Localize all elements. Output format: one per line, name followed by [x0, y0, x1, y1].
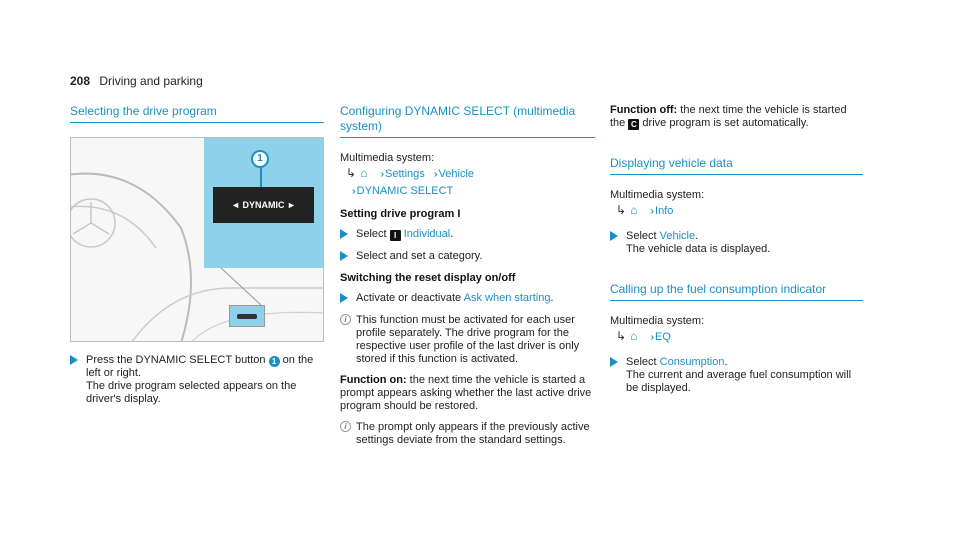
step-press-button	[70, 354, 324, 406]
step-activate	[340, 292, 595, 305]
step-text: Activate or deactivate	[356, 292, 462, 304]
comfort-badge-icon: C	[628, 119, 639, 130]
path-vehicle: Vehicle	[438, 168, 475, 180]
function-off-text: the next time the vehicle is started the	[610, 104, 847, 129]
section-title-fuel-consumption: Calling up the fuel consumption indicator	[610, 282, 863, 301]
step-text-end: .	[695, 230, 699, 242]
multimedia-label: Multimedia system:	[340, 152, 435, 164]
double-chevron-icon: ››	[650, 206, 652, 217]
step-result: The vehicle data is displayed.	[626, 243, 771, 255]
individual-badge-icon: I	[390, 230, 401, 241]
step-text-cont: on the left or right.	[86, 354, 314, 379]
section-title-drive-program: Selecting the drive program	[70, 104, 324, 123]
function-on-text: the next time the vehicle is started a prompt appears asking whether the last active drive program should be restored.	[340, 374, 592, 412]
ask-when-starting-link: Ask when starting	[463, 292, 551, 304]
step-select-vehicle	[610, 230, 863, 256]
step-triangle-icon	[610, 231, 618, 241]
info-icon: i	[340, 421, 351, 432]
function-off-paragraph	[610, 104, 863, 130]
step-text: Select	[626, 356, 657, 368]
note-prompt	[340, 421, 595, 447]
home-icon: ⌂	[630, 203, 638, 217]
chapter-title: Driving and parking	[99, 74, 203, 88]
menu-path-arrow-icon: ↳	[346, 166, 357, 180]
double-chevron-icon: ››	[352, 186, 353, 197]
callout-number-icon: 1	[269, 356, 280, 367]
note-text: This function must be activated for each user profile separately. The drive program for the respective user profile of the last driver is only stored if this function is activated.	[356, 314, 580, 365]
step-triangle-icon	[610, 357, 618, 367]
function-off-text-cont: drive program is set automatically.	[642, 117, 809, 129]
function-off-label: Function off:	[610, 104, 678, 116]
menu-path-arrow-icon: ↳	[616, 203, 627, 217]
home-icon: ⌂	[630, 329, 638, 343]
path-dynamic-select: DYNAMIC SELECT	[356, 185, 454, 197]
step-text-end: .	[724, 356, 728, 368]
info-icon: i	[340, 314, 351, 325]
page-number: 208	[70, 74, 91, 88]
step-select-category	[340, 250, 595, 263]
step-select-individual	[340, 228, 595, 241]
note-activation	[340, 314, 595, 366]
menu-path	[610, 328, 863, 346]
column-2	[340, 104, 595, 455]
step-text: Select and set a category.	[356, 250, 483, 262]
double-chevron-icon: ››	[650, 332, 652, 343]
function-on-paragraph	[340, 374, 595, 413]
column-1	[70, 104, 324, 415]
path-eq: EQ	[655, 331, 671, 343]
column-3	[610, 104, 863, 404]
dynamic-select-figure	[70, 137, 324, 342]
consumption-link: Consumption	[659, 356, 725, 368]
section-title-configuring: Configuring DYNAMIC SELECT (multimedia system)	[340, 104, 595, 138]
step-result: The current and average fuel consumption will be displayed.	[626, 369, 852, 394]
step-text: Select	[356, 228, 387, 240]
subheading-drive-program-i: Setting drive program I	[340, 208, 461, 220]
multimedia-label: Multimedia system:	[610, 315, 705, 327]
menu-path	[610, 202, 863, 220]
path-info: Info	[655, 205, 674, 217]
callout-line	[260, 168, 262, 187]
subheading-reset-display: Switching the reset display on/off	[340, 272, 516, 284]
vehicle-link: Vehicle	[659, 230, 696, 242]
step-result: The drive program selected appears on the driver's display.	[86, 380, 297, 405]
callout-number: 1	[251, 150, 269, 168]
menu-path-arrow-icon: ↳	[616, 329, 627, 343]
multimedia-label: Multimedia system:	[610, 189, 705, 201]
double-chevron-icon: ››	[433, 169, 435, 180]
step-triangle-icon	[340, 293, 348, 303]
step-triangle-icon	[340, 229, 348, 239]
section-title-vehicle-data: Displaying vehicle data	[610, 156, 863, 175]
step-text-end: .	[450, 228, 454, 240]
step-text-end: .	[550, 292, 554, 304]
step-triangle-icon	[340, 251, 348, 261]
step-text: Select	[626, 230, 657, 242]
individual-link: Individual	[403, 228, 451, 240]
step-select-consumption	[610, 356, 863, 395]
step-triangle-icon	[70, 355, 78, 365]
home-icon: ⌂	[360, 166, 368, 180]
step-text: Press the DYNAMIC SELECT button	[86, 354, 266, 366]
function-on-label: Function on:	[340, 374, 407, 386]
dynamic-select-button-illustration	[229, 305, 265, 327]
dynamic-display: ◄ DYNAMIC ►	[213, 187, 314, 223]
note-text: The prompt only appears if the previously active settings deviate from the standard settings.	[356, 421, 590, 446]
double-chevron-icon: ››	[380, 169, 382, 180]
path-settings: Settings	[385, 168, 425, 180]
page-header	[70, 74, 203, 88]
menu-path	[340, 165, 595, 200]
